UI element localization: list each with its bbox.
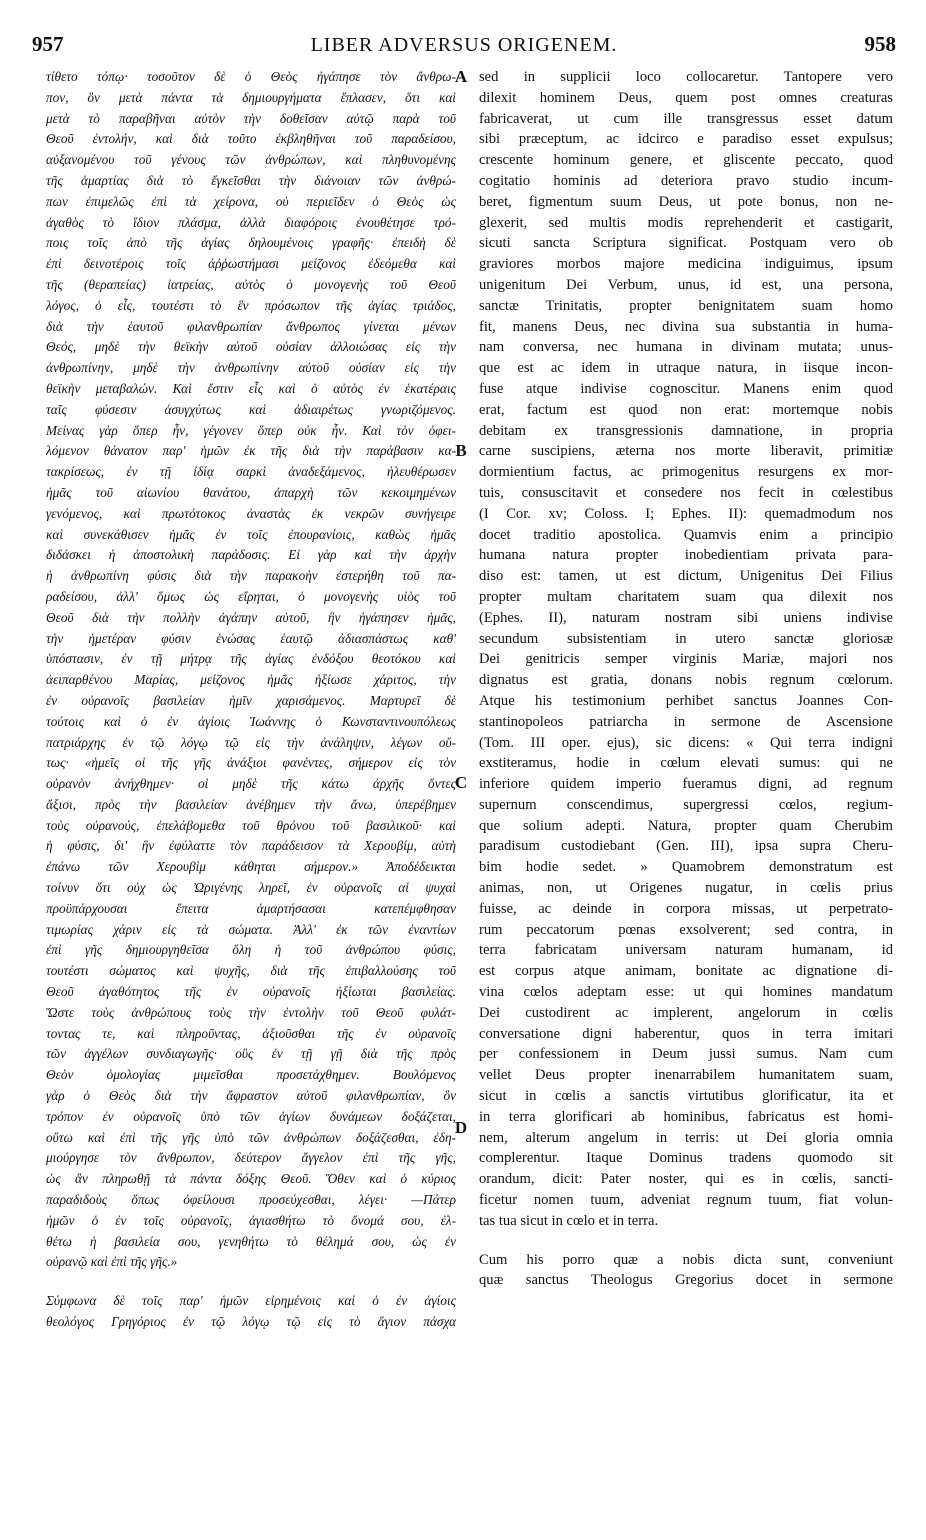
- text-line: διὰ τὴν ἑαυτοῦ φιλανθρωπίαν ἄνθρωπος γίνεται μένων: [46, 318, 456, 334]
- text-line: vina cœlos adeptam esse: ut qui homines mandatum: [479, 984, 893, 1001]
- latin-column: [479, 67, 893, 1291]
- text-line: animas, non, ut Origenes nugatur, in cœlis prius: [479, 880, 893, 897]
- text-line: dilexit hominem Deus, quem post omnes creaturas: [479, 89, 893, 106]
- text-line: quæ sanctus Theologus Gregorius docet in sermone: [479, 1272, 893, 1289]
- text-line: θεϊκὴν μεταβαλών. Καὶ ἔστιν εἷς καὶ ὁ αὐτὸς ἐν ἑκατέραις: [46, 380, 456, 396]
- text-line: rum peccatorum pœnas exsolverent; sed contra, in: [479, 921, 893, 938]
- section-marker-a: A: [454, 67, 468, 86]
- text-line: inferiore quidem imperio fueramus digni, ad regnum: [479, 776, 893, 793]
- page-number-left: 957: [32, 32, 64, 56]
- text-line: terra fabricatam universam naturam humanam, id: [479, 942, 893, 959]
- text-line: beret, figmentum suum Deus, ut pote bonus, non ne-: [479, 193, 893, 210]
- text-line: sicuti sancta Scriptura significat. Postquam vero ob: [479, 235, 893, 252]
- text-line: fit, manens Deus, nec divina sua substantia in huma-: [479, 318, 893, 335]
- text-line: ταῖς φύσεσιν ἀσυγχύτως καὶ ἀδιαιρέτως γνωριζόμενος.: [46, 401, 456, 417]
- text-line: dormientium factus, ac primogenitus resurgens ex mor-: [479, 464, 893, 481]
- text-line: τὴν ἡμετέραν φύσιν ἑνώσας ἑαυτῷ ἀδιασπάστως καθ': [46, 630, 456, 646]
- text-line: docet traditio apostolica. Quamvis enim a principio: [479, 526, 893, 543]
- text-line: ἐπάνω τῶν Χερουβὶμ κάθηται σήμερον.» Ἀποδέδεικται: [46, 859, 456, 875]
- section-marker-c: C: [454, 773, 468, 792]
- text-line: Σύμφωνα δὲ τοῖς παρ' ἡμῶν εἰρημένοις καὶ ὁ ἐν ἁγίοις: [46, 1293, 456, 1309]
- text-line: διδάσκει ἡ ἀποστολικὴ παράδοσις. Εἰ γὰρ καὶ τὴν ἀρχὴν: [46, 547, 456, 563]
- text-line: bim hodie sedet. » Quamobrem demonstratum est: [479, 859, 893, 876]
- text-line: καὶ συνεκάθισεν ἡμᾶς ἐν τοῖς ἐπουρανίοις, καθὼς ἡμᾶς: [46, 526, 456, 542]
- text-line: que solium adepti. Natura, propter quam Cherubim: [479, 817, 893, 834]
- text-line: graviores morbos majore medicina indiguimus, ipsum: [479, 256, 893, 273]
- text-line: τοὺς οὐρανούς, ἐπελάβομεθα τοῦ θρόνου τοῦ βασιλικοῦ· καὶ: [46, 817, 456, 833]
- text-line: μιούργησε τὸν ἄνθρωπον, δεύτερον ἄγγελον ἐπὶ τῆς γῆς,: [46, 1150, 456, 1166]
- text-line: τρόπον ἐν οὐρανοῖς ὑπὸ τῶν ἁγίων δυνάμεων δοξάζεται,: [46, 1108, 456, 1124]
- text-line: fabricaverat, ut cum ille transgressus esset datum: [479, 110, 893, 127]
- paragraph-gap: [479, 1232, 893, 1250]
- text-line: vellet Deus propter inenarrabilem humanitatem suam,: [479, 1067, 893, 1084]
- text-line: λόμενον θάνατον παρ' ἡμῶν ἐκ τῆς διὰ τὴν παράβασιν κα-: [46, 443, 456, 459]
- text-line: θεολόγος Γρηγόριος ἐν τῷ λόγῳ τῷ εἰς τὸ ἅγιον πάσχα: [46, 1314, 456, 1330]
- text-line: ὑπόστασιν, ἐν τῇ μήτρᾳ τῆς ἁγίας ἐνδόξου θεοτόκου καὶ: [46, 651, 456, 667]
- text-line: ἀειπαρθένου Μαρίας, μείζονος ἡμᾶς ἠξίωσε χάριτος, τὴν: [46, 672, 456, 688]
- text-line: γὰρ ὁ Θεὸς διὰ τὴν ἄφραστον αὐτοῦ φιλανθρωπίαν, ὃν: [46, 1088, 456, 1104]
- text-line: ἐν οὐρανοῖς βασιλείαν ἡμῖν χαρισάμενος. Μαρτυρεῖ δὲ: [46, 692, 456, 708]
- text-line: (I Cor. xv; Coloss. I; Ephes. II): quemadmodum nos: [479, 505, 893, 522]
- greek-column: [46, 67, 456, 1333]
- text-line: τοντας τε, καὶ πληροῦντας, ἀξιοῦσθαι τῆς ἐν οὐρανοῖς: [46, 1025, 456, 1041]
- text-line: τῶν ἀγγέλων συνδιαγωγῆς· οὓς ἐν τῇ γῇ διὰ τῆς πρὸς: [46, 1046, 456, 1062]
- text-line: πατριάρχης ἐν τῷ λόγῳ τῷ εἰς τὴν ἀνάληψιν, λέγων οὕ-: [46, 734, 456, 750]
- text-line: Θεοῦ ἀγαθότητος τῆς ἐν οὐρανοῖς ἠξίωται βασιλείας.: [46, 984, 456, 1000]
- paragraph-gap: [46, 1273, 456, 1291]
- text-line: carne suscipiens, æterna nos morte liberavit, primitiæ: [479, 443, 893, 460]
- text-line: diso est: tamen, ut est dictum, Unigenitus Dei Filius: [479, 568, 893, 585]
- text-line: ὡς ἂν πληρωθῇ τὰ πάντα δόξης Θεοῦ. Ὅθεν καὶ ὁ κύριος: [46, 1171, 456, 1187]
- text-line: αὐξανομένου τοῦ γένους τῶν ἀνθρώπων, καὶ πληθυνομένης: [46, 152, 456, 168]
- text-line: ἡμᾶς τοῦ αἰωνίου θανάτου, ἀπαρχὴ τῶν κεκοιμημένων: [46, 484, 456, 500]
- text-line: τῆς ἁμαρτίας διὰ τὸ ἔγκεῖσθαι τὴν διάνοιαν τῶν ἀνθρώ-: [46, 172, 456, 188]
- text-line: dignatus est gratia, donans nobis regnum cœlorum.: [479, 672, 893, 689]
- text-line: cogitatio hominis ad deteriora pravo studio incum-: [479, 172, 893, 189]
- text-line: οὐρανῷ καὶ ἐπὶ τῆς γῆς.»: [46, 1254, 178, 1270]
- text-line: fuse atque indivise cognoscitur. Manens enim quod: [479, 380, 893, 397]
- text-line: crescente hominum genere, et gliscente peccato, quod: [479, 152, 893, 169]
- text-line: οὐρανὸν ἀνήχθημεν· οἱ μηδὲ τῆς κάτω ἀρχῆς ὄντες: [46, 776, 456, 792]
- text-line: ποις τοῖς ἀπὸ τῆς ἁγίας δηλουμένοις γραφῆς· ἐπειδὴ δὲ: [46, 235, 456, 251]
- text-line: debitam ex transgressionis damnatione, in propria: [479, 422, 893, 439]
- text-line: θέτω ἡ βασιλεία σου, γενηθήτω τὸ θέλημά σου, ὡς ἐν: [46, 1233, 456, 1249]
- text-line: Θεὸν ὁμολογίας μιμεῖσθαι προσετάχθημεν. Βουλόμενος: [46, 1067, 456, 1083]
- text-line: paradisum custodiebant (Gen. III), ipsa supra Cheru-: [479, 838, 893, 855]
- text-line: nam conversa, nec humana in divinam mutata; unus-: [479, 339, 893, 356]
- text-line: ficetur nomen tuum, adveniat regnum tuum, fiat volun-: [479, 1192, 893, 1209]
- text-line: Θεός, μηδὲ τὴν θεϊκὴν αὐτοῦ οὐσίαν ἀλλοιώσας εἰς τὴν: [46, 339, 456, 355]
- page-number-right: 958: [864, 32, 896, 56]
- text-line: unigenitum Dei Verbum, unus, id est, una persona,: [479, 276, 893, 293]
- text-line: Dei custodirent ac implerent, angelorum in cœlis: [479, 1004, 893, 1021]
- text-line: complerentur. Itaque Dominus tradens quomodo sit: [479, 1150, 893, 1167]
- text-line: Atque his testimonium perhibet sanctus Joannes Con-: [479, 692, 893, 709]
- text-line: est corpus atque animam, bonitate ac dignatione di-: [479, 963, 893, 980]
- text-line: glexerit, sed multis modis reprehenderit et castigarit,: [479, 214, 893, 231]
- text-line: sibi præceptum, ac idcirco e paradiso esset expulsus;: [479, 131, 893, 148]
- text-line: ἡ φύσις, δι' ἣν ἐφύλαττε τὸν παράδεισον τὰ Χερουβίμ, αὐτὴ: [46, 838, 456, 854]
- text-line: τοίνυν ὅτι οὐχ ὡς Ὠριγένης ληρεῖ, ἐν οὐρανοῖς αἱ ψυχαὶ: [46, 880, 456, 896]
- text-line: προϋπάρχουσαι ἔπειτα ἁμαρτήσασαι κατεπέμφθησαν: [46, 900, 456, 916]
- running-header: [32, 32, 896, 58]
- text-line: λόγος, ὁ εἷς, τουτέστι τὸ ἓν πρόσωπον τῆς ἁγίας τριάδος,: [46, 297, 456, 313]
- text-line: stantinopoleos patriarcha in sermone de Ascensione: [479, 713, 893, 730]
- text-line: Cum his porro quæ a nobis dicta sunt, conveniunt: [479, 1251, 893, 1268]
- text-line: in terra glorificari ab hominibus, fabricatus est homi-: [479, 1108, 893, 1125]
- text-line: per confessionem in Deum jussi sumus. Nam cum: [479, 1046, 893, 1063]
- text-line: τακρίσεως, ἐν τῇ ἰδίᾳ σαρκὶ ἀναδεξάμενος, ἠλευθέρωσεν: [46, 464, 456, 480]
- text-line: τουτέστι σώματος καὶ ψυχῆς, διὰ τῆς ἐπιβαλλούσης τοῦ: [46, 963, 456, 979]
- text-line: secundum subsistentiam in utero sanctæ gloriosæ: [479, 630, 893, 647]
- text-line: ἄξιοι, πρὸς τὴν βασιλείαν ἀνέβημεν τὴν ἄνω, ὑπερέβημεν: [46, 796, 456, 812]
- text-line: Θεοῦ ἐντολήν, καὶ διὰ τοῦτο ἐκβληθῆναι τοῦ παραδείσου,: [46, 131, 456, 147]
- text-line: τούτοις καὶ ὁ ἐν ἁγίοις Ἰωάννης ὁ Κωνσταντινουπόλεως: [46, 713, 456, 729]
- text-line: exstiteramus, hodie in cœlum elevati sumus: qui ne: [479, 755, 893, 772]
- text-line: γενόμενος, καὶ πρωτότοκος ἀναστὰς ἐκ νεκρῶν συνήγειρε: [46, 505, 456, 521]
- text-line: ἀγαθὸς τὸ ἴδιον πλάσμα, ἀλλὰ διαφόροις ἐνουθέτησε τρό-: [46, 214, 456, 230]
- running-title: LIBER ADVERSUS ORIGENEM.: [310, 34, 618, 56]
- text-line: ἀνθρωπίνην, μηδὲ τὴν ἀνθρωπίνην αὐτοῦ οὐσίαν εἰς τὴν: [46, 360, 456, 376]
- text-line: supernum conscendimus, supergressi cœlos, regium-: [479, 796, 893, 813]
- text-line: erat, factum est quod non erat: mortemque nobis: [479, 401, 893, 418]
- text-line: tas tua sicut in cœlo et in terra.: [479, 1212, 659, 1229]
- text-line: ἐπὶ δεινοτέροις τοῖς ἀῤῥωστήμασι μείζονος ἐδεόμεθα καὶ: [46, 256, 456, 272]
- text-line: Θεοῦ διὰ τὴν πολλὴν ἀγάπην αὐτοῦ, ἣν ἠγάπησεν ἡμᾶς,: [46, 609, 456, 625]
- text-line: que est ac idem in utraque natura, in iisque incon-: [479, 360, 893, 377]
- text-line: ραδείσου, ἀλλ' ὅμως ὡς εἴρηται, ὁ μονογενὴς υἱὸς τοῦ: [46, 588, 456, 604]
- text-line: τῆς (θεραπείας) ἰατρείας, αὐτὸς ὁ μονογενὴς τοῦ Θεοῦ: [46, 276, 456, 292]
- text-line: μετὰ τὸ παραβῆναι αὐτὸν τὴν δοθεῖσαν αὐτῷ παρὰ τοῦ: [46, 110, 456, 126]
- text-line: Μείνας γὰρ ὅπερ ἦν, γέγονεν ὅπερ οὐκ ἦν. Καὶ τὸν ὀφει-: [46, 422, 456, 438]
- section-marker-b: B: [455, 441, 467, 460]
- text-line: propter multam charitatem suam qua dilexit nos: [479, 588, 893, 605]
- text-line: orandum, dicit: Pater noster, qui es in cœlis, sancti-: [479, 1171, 893, 1188]
- text-line: ἡμῶν ὁ ἐν τοῖς οὐρανοῖς, ἁγιασθήτω τὸ ὄνομά σου, ἐλ-: [46, 1212, 456, 1228]
- text-line: τως· «ἡμεῖς οἱ τῆς γῆς ἀνάξιοι φανέντες, σήμερον εἰς τὸν: [46, 755, 456, 771]
- text-line: (Ephes. II), naturam nostram sibi uniens indivise: [479, 609, 893, 626]
- text-line: πων ἐπιμελῶς ἐπὶ τὰ χείρονα, οὐ περιεῖδεν ὁ Θεὸς ὡς: [46, 193, 456, 209]
- text-line: tuis, consuscitavit et consedere nos fecit in cœlestibus: [479, 484, 893, 501]
- text-line: πον, ὃν μετὰ πάντα τὰ δημιουργήματα ἔπλασεν, ὅτι καὶ: [46, 89, 456, 105]
- text-line: ἡ ἀνθρωπίνη φύσις διὰ τὴν παρακοὴν ἐστερήθη τοῦ πα-: [46, 568, 456, 584]
- text-line: conversatione digni haberentur, quos in terra imitari: [479, 1025, 893, 1042]
- text-line: sanctæ Trinitatis, propter benignitatem suam homo: [479, 297, 893, 314]
- section-marker-d: D: [454, 1118, 468, 1137]
- text-line: (Tom. III oper. ejus), sic dicens: « Qui terra indigni: [479, 734, 893, 751]
- text-line: τίθετο τόπῳ· τοσοῦτον δὲ ὁ Θεὸς ἠγάπησε τὸν ἄνθρω-: [46, 69, 456, 84]
- text-line: sed in supplicii loco collocaretur. Tantopere vero: [479, 69, 893, 85]
- text-line: humana natura propter inobedientiam privata para-: [479, 547, 893, 564]
- text-line: nem, alterum angelum in terris: ut Dei gloria omnia: [479, 1129, 893, 1146]
- text-line: Ὥστε τοὺς ἀνθρώπους τοὺς τὴν ἐντολὴν τοῦ Θεοῦ φυλάτ-: [46, 1004, 456, 1020]
- text-line: sicut in cœlis a sanctis virtutibus glorificatur, ita et: [479, 1088, 893, 1105]
- text-line: παραδιδοὺς ὅπως ὀφείλουσι προσεύχεσθαι, λέγει· —Πάτερ: [46, 1192, 456, 1208]
- text-line: ἐπὶ γῆς δημιουργηθεῖσα ὅλη ἡ τοῦ ἀνθρώπου φύσις,: [46, 942, 456, 958]
- text-line: τιμωρίας χάριν εἰς τὰ σώματα. Ἀλλ' ἐκ τῶν ἐναντίων: [46, 921, 456, 937]
- text-line: fuisse, ac deinde in corpora missas, ut perpetrato-: [479, 900, 893, 917]
- text-line: Dei genitricis semper virginis Mariæ, majori nos: [479, 651, 893, 668]
- text-line: οὕτω καὶ ἐπὶ τῆς γῆς ὑπὸ τῶν ἀνθρώπων δοξάζεσθαι, ἐδη-: [46, 1129, 456, 1145]
